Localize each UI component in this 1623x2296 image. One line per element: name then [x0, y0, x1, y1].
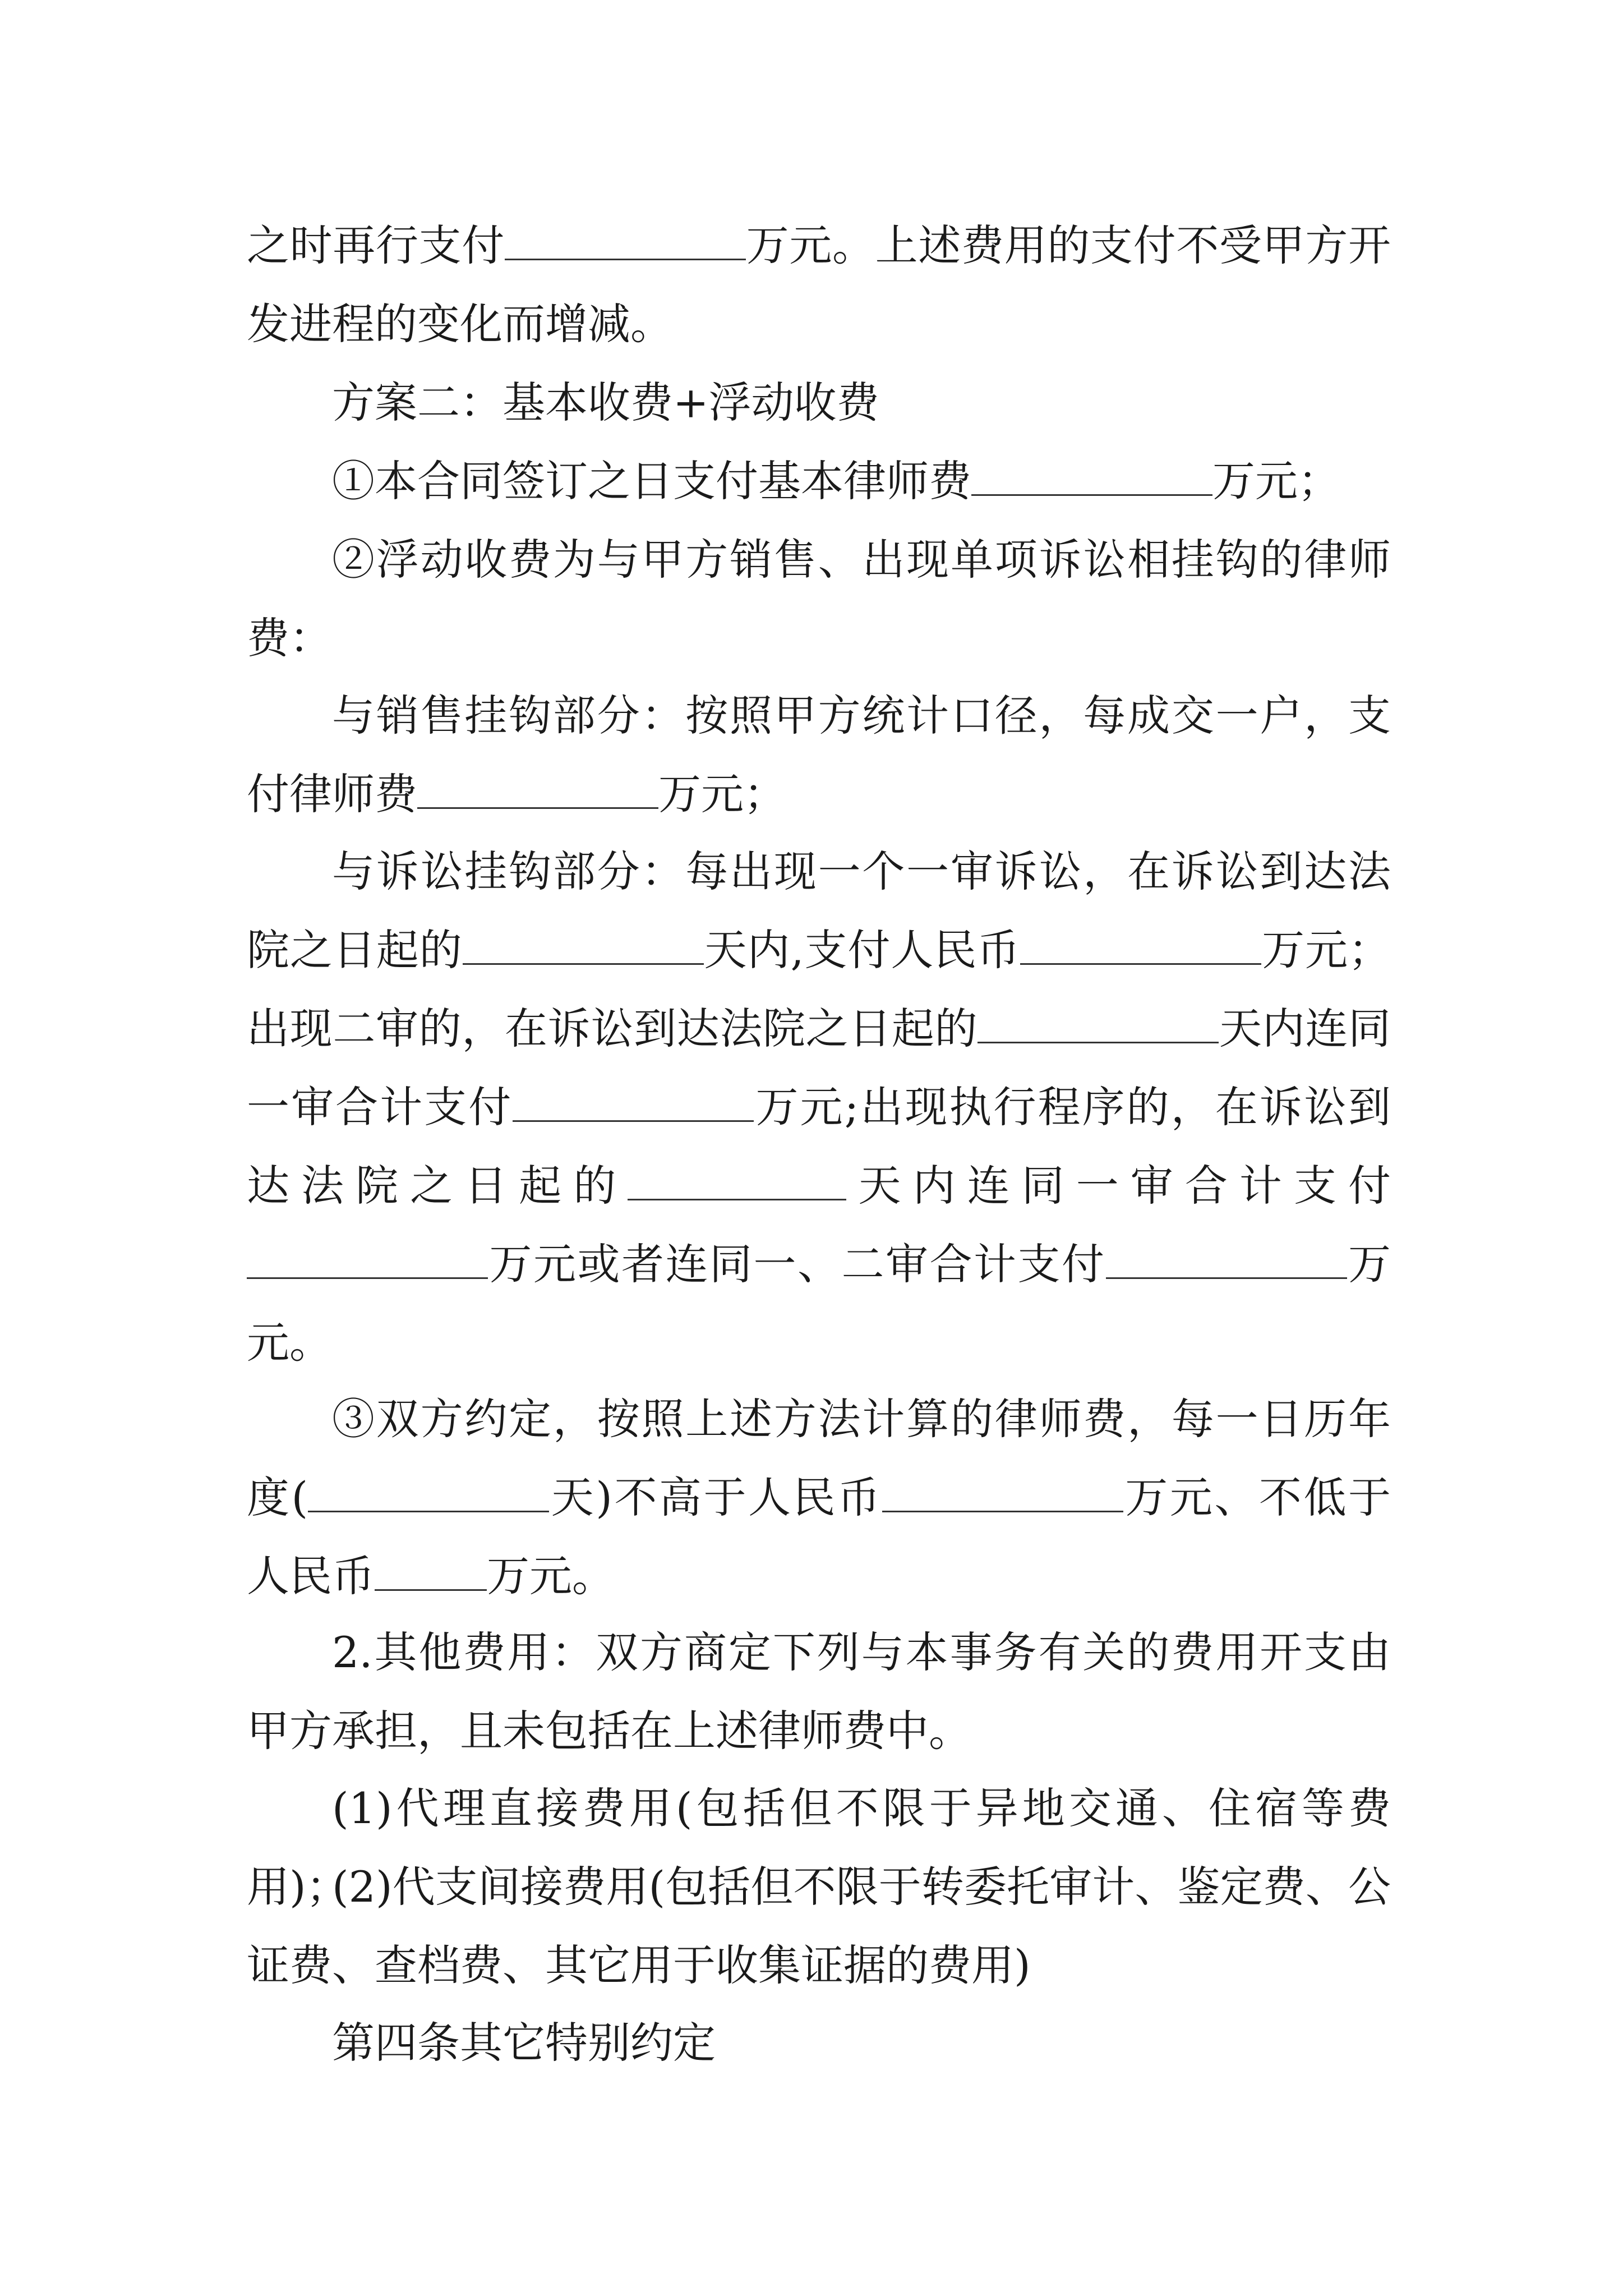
blank-field[interactable]: [1106, 1241, 1347, 1279]
paragraph-floating-fee: ②浮动收费为与甲方销售、出现单项诉讼相挂钩的律师费：: [247, 535, 1391, 663]
blank-field[interactable]: [247, 1241, 488, 1279]
blank-field[interactable]: [1020, 927, 1261, 965]
paragraph-sales-linked: 与销售挂钩部分：按照甲方统计口径，每成交一户，支付律师费 万元；: [247, 691, 1391, 819]
blank-field[interactable]: [463, 927, 704, 965]
paragraph-direct-fees: (1)代理直接费用(包括但不限于异地交通、住宿等费用)；: [247, 1783, 1391, 1912]
blank-field[interactable]: [513, 1084, 754, 1122]
paragraph-litigation-linked: 与诉讼挂钩部分：每出现一个一审诉讼，在诉讼到达法院之日起的 天内,支付人民币 万元；出现二审的，在诉讼到达法院之日起的 天内连同一审合计支付 万元;出现执行程序的，在诉讼到达法院之日起的 天内连同一审合计支付万元或者连同一、二审合计支付 万元。: [247, 846, 1391, 1368]
paragraph-other-fees: 2.其他费用：双方商定下列与本事务有关的费用开支由甲方承担，且未包括在上述律师费中。: [247, 1627, 1391, 1756]
blank-field[interactable]: [978, 1006, 1219, 1043]
blank-field[interactable]: [308, 1475, 549, 1512]
paragraph-basic-fee: ①本合同签订之日支付基本律师费 万元；: [332, 456, 1340, 506]
blank-field[interactable]: [628, 1163, 846, 1200]
blank-field[interactable]: [505, 223, 746, 260]
blank-field[interactable]: [375, 1553, 487, 1591]
paragraph-plan-two-heading: 方案二：基本收费+浮动收费: [332, 378, 879, 427]
blank-field[interactable]: [417, 771, 658, 809]
paragraph-payment-continuation: 之时再行支付 万元。上述费用的支付不受甲方开发进程的变化而增减。: [247, 220, 1391, 349]
blank-field[interactable]: [971, 458, 1212, 496]
paragraph-indirect-fees: (2)代支间接费用(包括但不限于转委托审计、鉴定费、公证费、查档费、其它用于收集证据的费用): [247, 1862, 1391, 1990]
paragraph-annual-cap: ③双方约定，按照上述方法计算的律师费，每一日历年度( 天)不高于人民币 万元、不低于人民币 万元。: [247, 1394, 1391, 1601]
section-heading-article-four: 第四条其它特别约定: [332, 2018, 716, 2068]
blank-field[interactable]: [882, 1475, 1123, 1512]
